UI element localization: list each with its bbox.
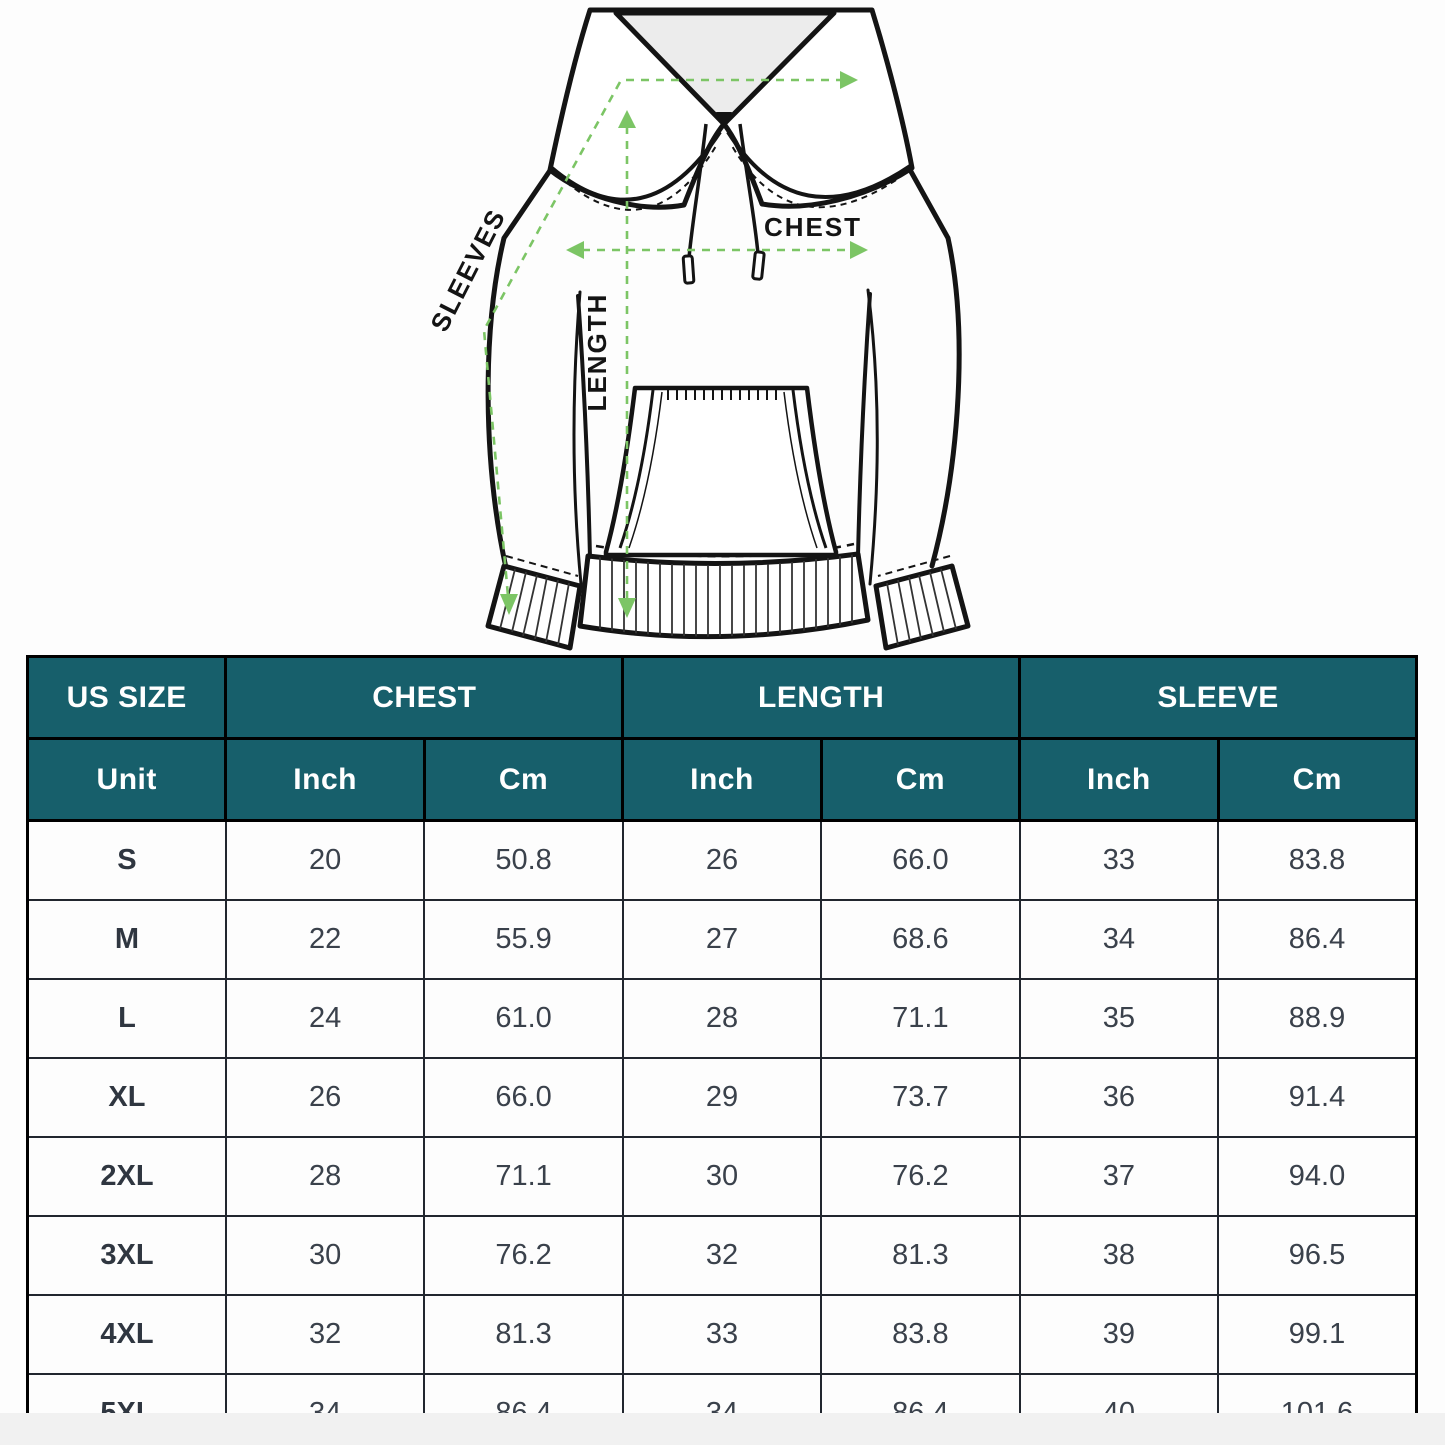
cell: 66.0 (424, 1058, 622, 1137)
cell: 26 (623, 821, 821, 901)
cell: 83.8 (821, 1295, 1019, 1374)
cell: 32 (623, 1216, 821, 1295)
footer-strip (0, 1413, 1445, 1445)
hoodie-illustration (420, 0, 980, 655)
cell: 37 (1020, 1137, 1218, 1216)
header-us-size: US SIZE (28, 657, 226, 739)
table-row-l (28, 979, 1417, 1058)
cell: 91.4 (1218, 1058, 1416, 1137)
cell: 61.0 (424, 979, 622, 1058)
cell: 30 (226, 1216, 424, 1295)
header-length: LENGTH (623, 657, 1020, 739)
kangaroo-pocket (606, 388, 836, 555)
cell: 26 (226, 1058, 424, 1137)
cell: 68.6 (821, 900, 1019, 979)
cell: 28 (623, 979, 821, 1058)
cell: 36 (1020, 1058, 1218, 1137)
header-chest-inch: Inch (226, 739, 424, 821)
cell: 29 (623, 1058, 821, 1137)
header-chest: CHEST (226, 657, 623, 739)
size-label: M (28, 900, 226, 979)
cell: 96.5 (1218, 1216, 1416, 1295)
hem-band (580, 544, 868, 649)
cell: 22 (226, 900, 424, 979)
cell: 71.1 (821, 979, 1019, 1058)
table-row-4xl (28, 1295, 1417, 1374)
cell: 94.0 (1218, 1137, 1416, 1216)
size-label: XL (28, 1058, 226, 1137)
table-row-xl (28, 1058, 1417, 1137)
size-label: 4XL (28, 1295, 226, 1374)
header-length-inch: Inch (623, 739, 821, 821)
size-label: 3XL (28, 1216, 226, 1295)
header-unit: Unit (28, 739, 226, 821)
cell: 20 (226, 821, 424, 901)
chest-right-arrow-icon (850, 241, 868, 259)
chest-left-arrow-icon (566, 241, 584, 259)
cell: 24 (226, 979, 424, 1058)
cell: 71.1 (424, 1137, 622, 1216)
cell: 30 (623, 1137, 821, 1216)
cell: 28 (226, 1137, 424, 1216)
left-cuff (488, 556, 580, 648)
right-cuff (876, 556, 968, 648)
header-chest-cm: Cm (424, 739, 622, 821)
size-chart-table (26, 655, 1418, 1445)
size-label: S (28, 821, 226, 901)
cell: 88.9 (1218, 979, 1416, 1058)
cell: 76.2 (821, 1137, 1019, 1216)
cell: 33 (1020, 821, 1218, 901)
cell: 66.0 (821, 821, 1019, 901)
table-row-3xl (28, 1216, 1417, 1295)
table-row-2xl (28, 1137, 1417, 1216)
size-label: L (28, 979, 226, 1058)
length-label: LENGTH (582, 292, 612, 412)
cell: 50.8 (424, 821, 622, 901)
size-label: 2XL (28, 1137, 226, 1216)
header-sleeve: SLEEVE (1020, 657, 1417, 739)
cell: 86.4 (1218, 900, 1416, 979)
cell: 33 (623, 1295, 821, 1374)
cell: 83.8 (1218, 821, 1416, 901)
cell: 55.9 (424, 900, 622, 979)
header-length-cm: Cm (821, 739, 1019, 821)
sleeves-label: SLEEVES (424, 203, 512, 337)
unit-header-row (28, 739, 1417, 821)
cell: 99.1 (1218, 1295, 1416, 1374)
cell: 81.3 (821, 1216, 1019, 1295)
group-header-row (28, 657, 1417, 739)
cell: 81.3 (424, 1295, 622, 1374)
header-sleeve-inch: Inch (1020, 739, 1218, 821)
cell: 34 (1020, 900, 1218, 979)
cell: 38 (1020, 1216, 1218, 1295)
cell: 39 (1020, 1295, 1218, 1374)
cell: 27 (623, 900, 821, 979)
table-row-s (28, 821, 1417, 901)
cell: 73.7 (821, 1058, 1019, 1137)
hoodie-diagram (420, 0, 980, 655)
table-row-m (28, 900, 1417, 979)
cell: 35 (1020, 979, 1218, 1058)
header-sleeve-cm: Cm (1218, 739, 1416, 821)
cell: 32 (226, 1295, 424, 1374)
cell: 76.2 (424, 1216, 622, 1295)
chest-label: CHEST (763, 212, 863, 242)
